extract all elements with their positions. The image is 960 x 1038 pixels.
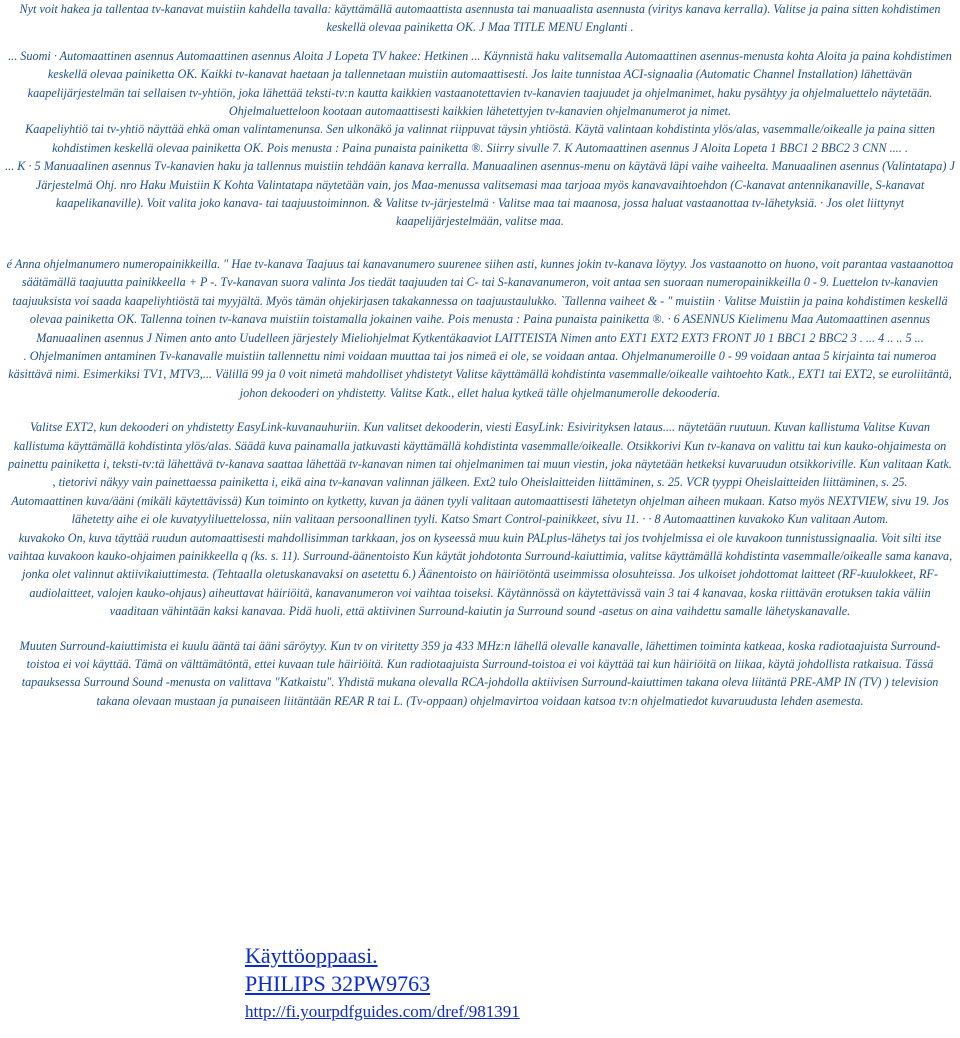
source-url-link[interactable]: http://fi.yourpdfguides.com/dref/981391: [245, 1002, 520, 1021]
paragraph-auto-picture-sound: Automaattinen kuva/ääni (mikäli käytettävissä) Kun toiminto on kytketty, kuvan ja äänen tyyli valitaan automaattisesti lähetetyn ohjelman aiheen mukaan. Katso myös NEXTVIEW, sivu 19. Jos lähetetty aihe ei ole kuvatyyliluettelossa, niin valitaan persoonallinen tyyli. Katso Smart Control-painikkeet, sivu 11. · · 8 Automaattinen kuvakoko Kun valitaan Autom.: [11, 493, 949, 527]
spacer: [4, 621, 956, 637]
spacer: [4, 402, 956, 418]
manual-title-link[interactable]: Käyttöoppaasi.: [245, 943, 378, 968]
paragraph-manual-install: ... K · 5 Manuaalinen asennus Tv-kanavien haku ja tallennus muistiin tehdään kanava kerralla. Manuaalinen asennus-menu on käytävä läpi vaihe vaiheelta. Manuaalinen asennus (Valintatapa) J Järjestelmä Ohj. nro Haku Muistiin K Kohta Valintatapa näytetään vain, jos Maa-menussa valitsemasi maa tarjoaa myös kanavavaihtoehdon (C-kanavat antennikanaville, S-kanavat kaapelikanaville). Voit valita joko kanava- tai taajuustoiminnon. & Valitse tv-järjestelmä · Valitse maa tai maanosa, jossa haluat vastaanottaa tv-lähetyksiä. · Jos olet liittynyt kaapelijärjestelmään, valitse maa.: [5, 159, 955, 229]
paragraph-info-row: , tietorivi näkyy vain painettaessa painiketta i, eikä aina tv-kanavan valinnan jälkeen. Ext2 tulo Oheislaitteiden liittäminen, s. 25. VCR tyyppi Oheislaitteiden liittäminen, s. 25.: [52, 475, 908, 490]
paragraph-intro: Nyt voit hakea ja tallentaa tv-kanavat muistiin kahdella tavalla: käyttämällä automaattista asennusta tai manuaalista asennusta (viritys kanava kerralla). Valitse ja paina sitten kohdistimen keskellä olevaa painiketta OK. J Maa TITLE MENU Englanti .: [19, 2, 941, 35]
spacer: [4, 37, 956, 47]
paragraph-surround: kuvakoko On, kuva täyttää ruudun automaattisesti mahdollisimman tarkkaan, jos on kyseessä muu kuin PALplus-lähetys tai jos tvohjelmissa ei ole kuvakoon tunnistussignaalia. Voit silti itse vaihtaa kuvakoon kauko-ohjaimen painikkeella q (ks. s. 11). Surround-äänentoisto Kun käytät johdotonta Surround-kaiuttimia, valitse käyttämällä kohdistinta vasemmalle/oikealle sama kanava, jonka olet valinnut aktiivikaiuttimesta. (Tehtaalla oletuskanavaksi on asetettu 6.) Äänentoisto on häiriötöntä useimmissa olosuhteissa. Jos ulkoiset johdottomat laitteet (RF-kuulokkeet, RF-audiolaitteet, valojen kauko-ohjaus) aiheuttavat häiriöitä, kanavanumeron voi vaihtaa toiseksi. Käytännössä on käytettävissä vain 3 tai 4 kanavaa, koska riittävän erotuksen takia väliin vaaditaan vähintään kaksi kanavaa. Pidä huoli, että aktiivinen Surround-kaiutin ja Surround sound -asetus on aina vaihdettu samalle lähetyskanavalle.: [7, 530, 953, 619]
spacer: [4, 231, 956, 255]
paragraph-cable-menu: Kaapeliyhtiö tai tv-yhtiö näyttää ehkä oman valintamenunsa. Sen ulkonäkö ja valinnat riippuvat täysin yhtiöstä. Käytä valintaan kohdistinta ylös/alas, vasemmalle/oikealle ja paina sitten kohdistimen keskellä olevaa painiketta OK. Pois menusta : Paina punaista painiketta ®. Siirry sivulle 7. K Automaattinen asennus J Aloita Lopeta 1 BBC1 2 BBC2 3 CNN .... .: [25, 122, 935, 155]
footer-links: [245, 942, 745, 1024]
paragraph-program-number: é Anna ohjelmanumero numeropainikkeilla. " Hae tv-kanava Taajuus tai kanavanumero suurenee siihen asti, kunnes jokin tv-kanava löytyy. Jos vastaanotto on huono, voit parantaa vastaanottoa säätämällä taajuutta painikkeella + P -. Tv-kanavan suora valinta Jos tiedät taajuuden tai C- tai S-kanavanumeron, voit antaa sen suoraan numeropainikkeilla 0 - 9. Luettelon tv-kanavien taajuuksista voi saada kaapeliyhtiöstä tai myyjältä. Myös tämän ohjekirjasen takakannessa on taajuustaulukko. `Tallenna vaiheet & - " muistiin · Valitse Muistiin ja paina kohdistimen keskellä olevaa painiketta OK. Tallenna toinen tv-kanava muistiin toistamalla jokainen vaihe. Pois menusta : Paina punaista painiketta ®. · 6 ASENNUS Kielimenu Maa Automaattinen asennus Manuaalinen asennus J Nimen anto anto Uudelleen järjestely Mieliohjelmat Kytkentäkaaviot LAITTEISTA Nimen anto EXT1 EXT2 EXT3 FRONT J0 1 BBC1 2 BBC2 3 . ... 4 .. .. 5 ...: [6, 256, 954, 345]
paragraph-automatic-install: ... Suomi · Automaattinen asennus Automaattinen asennus Aloita J Lopeta TV hakee: Hetkinen ... Käynnistä haku valitsemalla Automaattinen asennus-menusta kohta Aloita ja paina kohdistimen keskellä olevaa painiketta OK. Kaikki tv-kanavat haetaan ja tallennetaan muistiin automaattisesti. Jos laite tunnistaa ACI-signaalia (Automatic Channel Installation) lähettävän kaapelijärjestelmän tai sellaisen tv-yhtiön, joka lähettää teksti-tv:n kautta kaikkien vastaanotettavien tv-kanavien taajuudet ja ohjelmanimet, haku pysähtyy ja ohjelmaluettelo näytetään. Ohjelmaluetteloon kootaan automaattisesti kaikkien lähetettyjen tv-kanavien ohjelmanumerot ja nimet.: [8, 48, 952, 119]
product-link[interactable]: PHILIPS 32PW9763: [245, 971, 431, 996]
paragraph-ext2-decoder: Valitse EXT2, kun dekooderi on yhdistetty EasyLink-kuvanauhuriin. Kun valitset dekooderin, viesti EasyLink: Esivirityksen lataus.... näytetään ruutuun. Kuvan kallistuma Valitse Kuvan kallistuma käyttämällä kohdistinta ylös/alas. Säädä kuva painamalla jatkuvasti käyttämällä kohdistinta vasemmalle/oikealle. Otsikkorivi Kun tv-kanava on valittu tai kun kauko-ohjaimesta on painettu painiketta i, teksti-tv:tä lähettävä tv-kanava saattaa lähettää tv-kanavan nimen tai ohjelmanimen tai muun viestin, joka näytetään hetkeksi kuvaruudun otsikkoriville. Kun valitaan Katk.: [8, 420, 952, 471]
paragraph-surround-wired: Muuten Surround-kaiuttimista ei kuulu ääntä tai ääni säröytyy. Kun tv on viritetty 359 ja 433 MHz:n lähellä olevalle kanavalle, lähettimen toiminta katkeaa, koska radiotaajuista Surround-toistoa ei voi käyttää. Tämä on välttämätöntä, ettei kuvaan tule häiriöitä. Kun radiotaajuista Surround-toistoa ei voi käyttää tai kun häiriöitä on liikaa, käytä johdollista ratkaisua. Tässä tapauksessa Surround Sound -menusta on valittava "Katkaistu". Yhdistä mukana olevalla RCA-johdolla aktiivisen Surround-kaiuttimen takana oleva liitäntä PRE-AMP IN (TV) ) television takana olevaan mustaan ja punaiseen liitäntään REAR R tai L. (Tv-oppaan) ohjelmavirtoa voidaan katsoa tv:n ohjelmatiedot kuvaruudusta lehden asemesta.: [19, 638, 941, 708]
paragraph-program-name: . Ohjelmanimen antaminen Tv-kanavalle muistiin tallennettu nimi voidaan muuttaa tai jos nimeä ei ole, se voidaan antaa. Ohjelmanumeroille 0 - 99 voidaan antaa 5 kirjainta tai numeroa käsittävä nimi. Esimerkiksi TV1, MTV3,... Välillä 99 ja 0 voit nimetä mahdolliset yhdistetyt Valitse käyttämällä kohdistinta vasemmalle/oikealle vaihtoehto Katk., EXT1 tai EXT2, se euroliitäntä, johon dekooderi on yhdistetty. Valitse Katk., ellet halua kytkeä tälle ohjelmanumerolle dekooderia.: [8, 348, 952, 400]
